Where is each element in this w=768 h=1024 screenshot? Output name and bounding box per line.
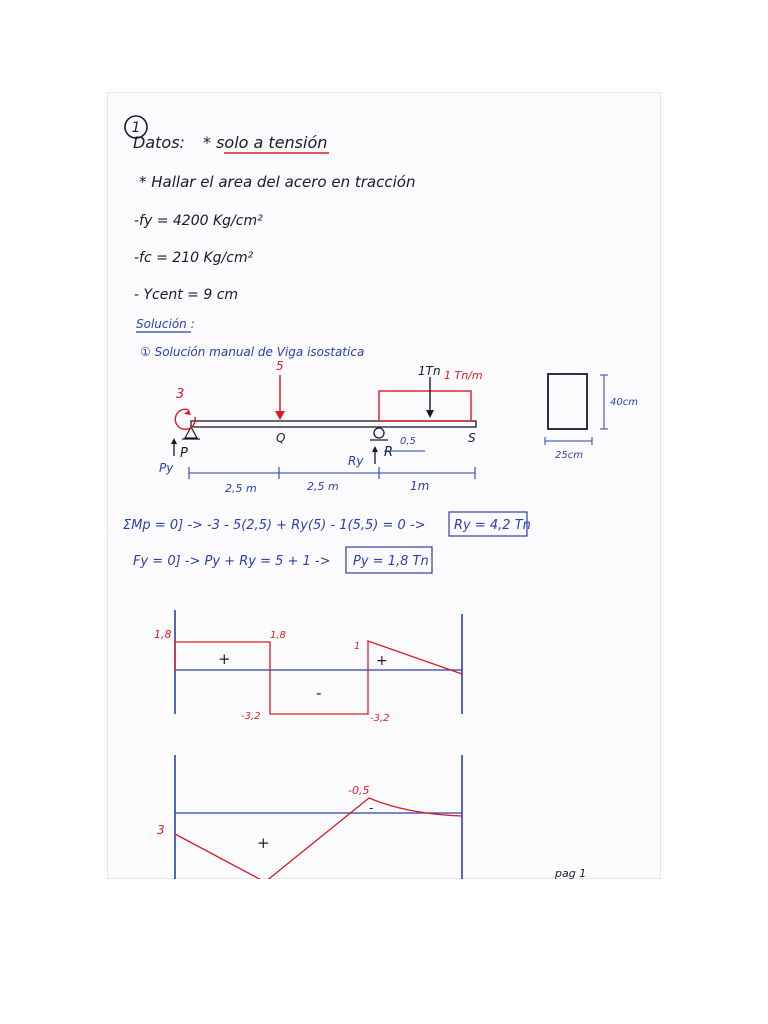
shear-value-q: 1,8	[270, 630, 286, 641]
py-label: Py	[159, 461, 174, 475]
datos-label: Datos:	[133, 133, 185, 152]
svg-text:1: 1	[131, 120, 141, 136]
notebook-page	[107, 92, 661, 879]
shear-value-r-neg: -3,2	[370, 713, 390, 724]
ry-label: Ry	[348, 454, 364, 468]
node-q: Q	[276, 431, 286, 445]
dist-load-rate: 1 Tn/m	[444, 369, 483, 382]
roller-support-icon	[374, 428, 384, 438]
node-s: S	[468, 431, 476, 445]
bending-moment-diagram	[157, 755, 462, 879]
section-rectangle	[548, 374, 587, 429]
shear-value-p: 1,8	[154, 628, 172, 641]
shear-force-diagram	[154, 610, 462, 724]
fy-value: -fy = 4200 Kg/cm²	[134, 213, 263, 229]
moment-value-p: 3	[157, 823, 165, 837]
moment-value: 3	[176, 387, 185, 402]
span2-value: 2,5 m	[307, 480, 339, 493]
shear-value-q-neg: -3,2	[241, 711, 261, 722]
offset-value: 0,5	[400, 436, 416, 447]
solucion-label: Solución :	[136, 317, 195, 331]
shear-sign-negative: -	[316, 684, 322, 702]
section-width: 25cm	[555, 450, 583, 461]
ry-result: Ry = 4,2 Tn	[454, 518, 531, 533]
moment-value-r: -0,5	[348, 784, 370, 797]
beam-diagram	[159, 359, 483, 495]
dist-load-total: 1Tn	[418, 364, 441, 378]
node-r: R	[384, 445, 394, 460]
shear-sign-positive-1: +	[218, 650, 231, 668]
span3-value: 1m	[410, 479, 430, 493]
shear-value-r: 1	[354, 641, 361, 652]
node-p: P	[180, 446, 188, 461]
cross-section	[545, 374, 638, 461]
page-label: pag 1	[555, 867, 587, 879]
method-label: ① Solución manual de Viga isostatica	[140, 345, 365, 359]
point-load-value: 5	[276, 359, 284, 373]
page-drawing	[107, 92, 661, 879]
moment-equation: ΣMp = 0] -> -3 - 5(2,5) + Ry(5) - 1(5,5) = 0 ->	[123, 518, 426, 533]
py-result: Py = 1,8 Tn	[353, 554, 429, 569]
moment-curve	[175, 798, 462, 879]
force-equation: Fy = 0] -> Py + Ry = 5 + 1 ->	[133, 554, 331, 569]
ycent-value: - Ycent = 9 cm	[134, 287, 239, 303]
moment-sign-negative: -	[369, 801, 374, 815]
shear-sign-positive-2: +	[376, 653, 388, 669]
fc-value: -fc = 210 Kg/cm²	[134, 250, 254, 266]
tension-item: * solo a tensión	[203, 133, 328, 152]
span1-value: 2,5 m	[225, 482, 257, 495]
beam-member	[191, 421, 476, 427]
section-height: 40cm	[610, 397, 638, 408]
moment-sign-positive: +	[257, 834, 270, 852]
hallar-item: * Hallar el area del acero en tracción	[139, 173, 416, 191]
distributed-load	[379, 391, 471, 421]
moment-arrow-icon	[175, 409, 195, 429]
